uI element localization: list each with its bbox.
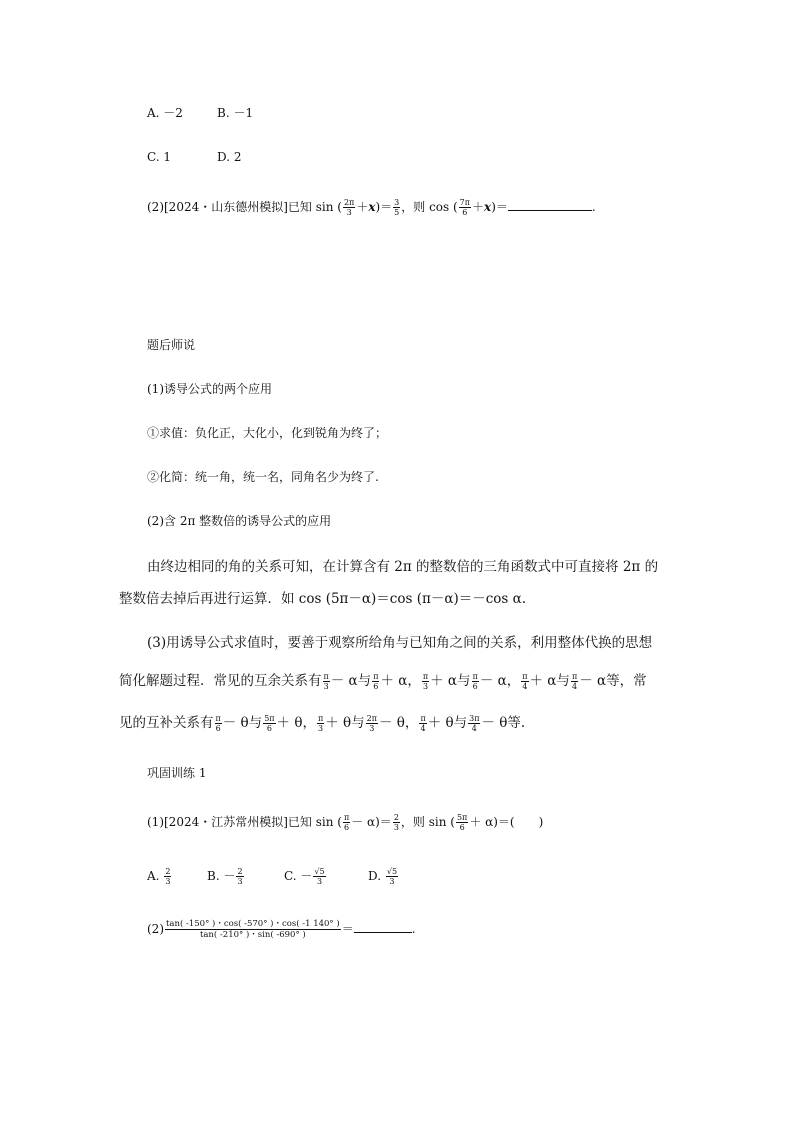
drill-q1-option-b: B. － $\frac{2}{3}$: [207, 867, 243, 886]
fraction-sqrt5-3: $\frac{√5}{3}$: [386, 867, 398, 886]
equals: )＝: [375, 200, 393, 214]
fraction-sqrt5-3: $\frac{√5}{3}$: [314, 867, 325, 886]
var-x: x: [484, 200, 492, 214]
drill-q1-option-c: C. － $\frac{√5}{3}$: [284, 867, 325, 886]
fraction-7pi-6: $\frac{7\pi}{6}$: [459, 198, 471, 217]
plus-sign: ＋: [472, 200, 485, 214]
option-b: B. －1: [217, 106, 254, 120]
option-d: D. 2: [217, 150, 242, 164]
section-2-title: (2)含 2π 整数倍的诱导公式的应用: [147, 514, 332, 528]
fraction-pi-6: $\frac{\pi}{6}$: [343, 813, 350, 832]
period: .: [591, 200, 596, 214]
notes-heading: 题后师说: [147, 338, 196, 352]
fraction-2pi-3: $\frac{2\pi}{3}$: [366, 714, 378, 733]
section-2-para-line1: 由终边相同的角的关系可知，在计算含有 2π 的整数倍的三角函数式中可直接将 2π 的: [147, 559, 659, 575]
fraction-pi-6: $\frac{\pi}{6}$: [472, 672, 478, 691]
section-3-para-line2: 简化解题过程．常见的互余关系有 $\frac{\pi}{3}$ － α与 $\frac{\pi}{6}$ ＋ α， $\frac{\pi}{3}$ ＋ α与 $\frac{\pi}{6}$ － α， $\frac{\pi}{4}$ ＋ α与 $\frac{\pi}{4}$ － α等，常: [119, 672, 647, 691]
section-3-para-line1: (3)用诱导公式求值时，要善于观察所给角与已知角之间的关系，利用整体代换的思想: [147, 635, 653, 651]
fraction-pi-3: $\frac{\pi}{3}$: [317, 714, 324, 733]
section-2-para-line2: 整数倍去掉后再进行运算．如 cos (5π－α)＝cos (π－α)＝－cos α.: [119, 591, 527, 607]
var-x: x: [368, 200, 376, 214]
section-1-item-b: ②化简：统一角，统一名，同角名少为终了.: [147, 470, 379, 484]
section-3-para-line3: 见的互补关系有 $\frac{\pi}{6}$ － θ与 $\frac{5\pi}{6}$ ＋ θ， $\frac{\pi}{3}$ ＋ θ与 $\frac{2\pi}{3}$ － θ， $\frac{\pi}{4}$ ＋ θ与 $\frac{3\pi}{4}$ － θ等.: [119, 714, 526, 733]
fraction-2-3: $\frac{2}{3}$: [237, 867, 243, 886]
section-1-item-a: ①求值：负化正，大化小，化到锐角为终了；: [147, 426, 388, 440]
fraction-trig-expression: $\frac{\tan( -150^\circ )・\cos( -570^\circ )・\cos( -1 140^\circ )}{\tan( -210^\circ )・\sin( -690^\circ )}$: [166, 919, 340, 940]
equals: )＝: [491, 200, 508, 214]
fraction-pi-6: $\frac{\pi}{6}$: [215, 714, 221, 733]
fraction-pi-4: $\frac{\pi}{4}$: [571, 672, 578, 691]
drill-heading: 巩固训练 1: [147, 766, 207, 780]
drill-q1-option-d: D. $\frac{√5}{3}$: [368, 867, 398, 886]
question-2: [147, 197, 596, 217]
answer-blank[interactable]: [354, 920, 412, 933]
drill-question-1: (1)[2024・江苏常州模拟]已知 sin ( $\frac{\pi}{6}$ － α)＝ $\frac{2}{3}$ ，则 sin ( $\frac{5\pi}{6}$ ＋ α)＝( ): [147, 813, 544, 832]
drill-q1-option-a: A. $\frac{2}{3}$: [147, 867, 171, 886]
option-c: C. 1: [147, 150, 172, 164]
fraction-pi-3: $\frac{\pi}{3}$: [422, 672, 429, 691]
answer-blank[interactable]: [508, 198, 592, 211]
fraction-2-3: $\frac{2}{3}$: [393, 813, 399, 832]
section-1-title: (1)诱导公式的两个应用: [147, 382, 272, 396]
fraction-pi-6: $\frac{\pi}{6}$: [373, 672, 379, 691]
fraction-pi-3: $\frac{\pi}{3}$: [323, 672, 329, 691]
fraction-2-3: $\frac{2}{3}$: [165, 867, 171, 886]
fraction-3pi-4: $\frac{3\pi}{4}$: [469, 714, 480, 733]
fraction-5pi-6: $\frac{5\pi}{6}$: [264, 714, 275, 733]
q2-prefix: (2)[2024・山东德州模拟]已知 sin (: [147, 200, 342, 214]
fraction-pi-4: $\frac{\pi}{4}$: [522, 672, 528, 691]
q2-then-cos: ，则 cos (: [401, 200, 458, 214]
fraction-3-5: $\frac{3}{5}$: [394, 198, 400, 217]
fraction-pi-4: $\frac{\pi}{4}$: [420, 714, 426, 733]
plus-sign: ＋: [356, 200, 369, 214]
option-a: A. －2: [147, 106, 183, 120]
drill-question-2: (2) $\frac{\tan( -150^\circ )・\cos( -570^\circ )・\cos( -1 140^\circ )}{\tan( -210^\circ )・\sin( -690^\circ )}$ ＝ .: [147, 919, 416, 940]
fraction-5pi-6: $\frac{5\pi}{6}$: [456, 813, 468, 832]
fraction-2pi-3: $\frac{2\pi}{3}$: [343, 198, 355, 217]
